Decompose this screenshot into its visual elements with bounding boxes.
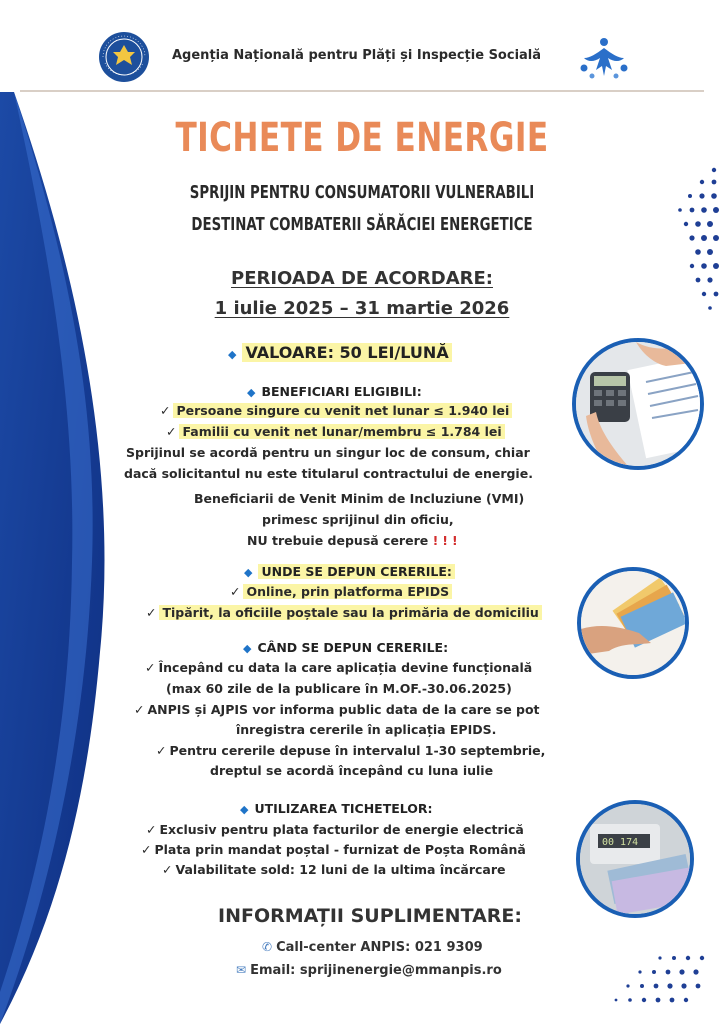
period-label: PERIOADA DE ACORDARE: (231, 268, 493, 289)
check-icon: ✓ (145, 660, 156, 675)
anpis-logo-icon (578, 36, 630, 80)
email-contact[interactable] (236, 963, 502, 978)
eligible-item-family (166, 424, 505, 439)
period-dates: 1 iulie 2025 – 31 martie 2026 (214, 298, 510, 319)
value-text: VALOARE: 50 LEI/LUNĂ (242, 343, 451, 362)
diamond-bullet-icon: ◆ (240, 803, 249, 816)
eligible-heading-text: BENEFICIARI ELIGIBILI: (261, 384, 422, 399)
diamond-bullet-icon: ◆ (243, 642, 252, 655)
when-line-5 (156, 743, 545, 758)
usage-heading (240, 801, 433, 816)
usage-item-exclusive-text: Exclusiv pentru plata facturilor de energie electrică (159, 822, 524, 837)
svg-text:00 174: 00 174 (602, 837, 639, 848)
where-item-online (230, 584, 452, 599)
envelope-icon: ✉ (236, 963, 247, 977)
check-icon: ✓ (146, 822, 157, 837)
calculator-photo-illustration (576, 342, 700, 466)
check-icon: ✓ (162, 862, 173, 877)
vmi-line-2: primesc sprijinul din oficiu, (262, 512, 454, 527)
when-heading-text: CÂND SE DEPUN CERERILE: (257, 640, 449, 655)
diamond-bullet-icon: ◆ (247, 386, 256, 399)
government-seal-icon (97, 30, 151, 84)
subtitle-line-2: DESTINAT COMBATERII SĂRĂCIEI ENERGETICE (191, 214, 533, 235)
when-line-6: dreptul se acordă începând cu luna iulie (210, 763, 494, 778)
subtitle-line-1: SPRIJIN PENTRU CONSUMATORII VULNERABILI (189, 182, 535, 203)
vmi-line-3 (247, 533, 462, 548)
usage-item-validity-text: Valabilitate sold: 12 luni de la ultima încărcare (175, 862, 506, 877)
where-item-online-text: Online, prin platforma EPIDS (243, 584, 452, 599)
vmi-line-3-text: NU trebuie depusă cerere (247, 533, 429, 548)
when-line-1 (145, 660, 532, 675)
agency-name: Agenția Națională pentru Plăți și Inspecție Socială (172, 48, 542, 63)
money-photo-illustration (581, 571, 685, 675)
when-heading (243, 640, 448, 655)
meter-and-banknotes-photo (576, 800, 694, 918)
check-icon: ✓ (160, 403, 171, 418)
check-icon: ✓ (141, 842, 152, 857)
when-line-1-text: Începând cu data la care aplicația devine funcțională (158, 660, 533, 675)
check-icon: ✓ (134, 702, 145, 717)
where-heading-text: UNDE SE DEPUN CERERILE: (258, 564, 454, 579)
where-heading (244, 564, 455, 579)
check-icon: ✓ (156, 743, 167, 758)
phone-icon: ✆ (262, 940, 273, 954)
eligible-item-single (160, 403, 512, 418)
check-icon: ✓ (230, 584, 241, 599)
when-line-4: înregistra cererile în aplicația EPIDS. (236, 722, 497, 737)
check-icon: ✓ (166, 424, 177, 439)
info-heading: INFORMAȚII SUPLIMENTARE: (218, 905, 522, 927)
value-amount (228, 343, 452, 362)
when-line-3 (134, 702, 540, 717)
usage-item-payment (141, 842, 526, 857)
when-line-3-text: ANPIS și AJPIS vor informa public data de la care se pot (147, 702, 540, 717)
phone-contact (262, 940, 483, 955)
eligible-note-line-2: dacă solicitantul nu este titularul contractului de energie. (124, 466, 533, 481)
where-item-printed (146, 605, 542, 620)
eligible-heading (247, 384, 422, 399)
diamond-bullet-icon: ◆ (228, 348, 237, 361)
diamond-bullet-icon: ◆ (244, 566, 253, 579)
vmi-line-1: Beneficiarii de Venit Minim de Incluziune (VMI) (194, 491, 525, 506)
phone-contact-text: Call-center ANPIS: 021 9309 (276, 940, 483, 955)
when-line-2: (max 60 zile de la publicare în M.OF.-30.06.2025) (166, 681, 512, 696)
when-line-5-text: Pentru cererile depuse în intervalul 1-30 septembrie, (169, 743, 546, 758)
eligible-note-line-1: Sprijinul se acordă pentru un singur loc de consum, chiar (126, 445, 530, 460)
usage-item-payment-text: Plata prin mandat poștal - furnizat de Poșta Română (154, 842, 526, 857)
page-header (0, 0, 724, 92)
where-item-printed-text: Tipărit, la oficiile poștale sau la primăria de domiciliu (159, 605, 541, 620)
check-icon: ✓ (146, 605, 157, 620)
exclamation-marks: !!! (432, 533, 462, 548)
money-hand-photo (577, 567, 689, 679)
usage-heading-text: UTILIZAREA TICHETELOR: (254, 801, 433, 816)
usage-item-exclusive (146, 822, 524, 837)
meter-photo-illustration (580, 804, 690, 914)
eligible-item-single-text: Persoane singure cu venit net lunar ≤ 1.940 lei (173, 403, 512, 418)
dot-pattern-bottom-decoration (600, 950, 710, 1010)
page-title: TICHETE DE ENERGIE (175, 115, 549, 161)
usage-item-validity (162, 862, 506, 877)
calculator-bills-photo (572, 338, 704, 470)
eligible-item-family-text: Familii cu venit net lunar/membru ≤ 1.784 lei (179, 424, 504, 439)
email-contact-text[interactable]: Email: sprijinenergie@mmanpis.ro (250, 963, 502, 978)
